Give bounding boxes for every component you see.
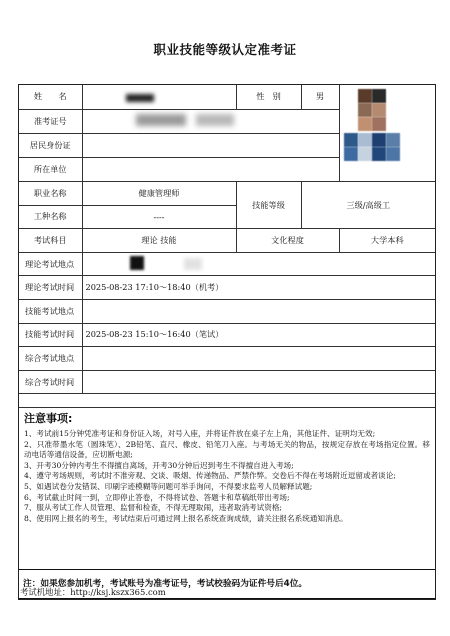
skill-time-value: 2025-08-23 15:10～16:40（笔试） [82,323,435,347]
id-card-value [82,133,339,157]
page-title: 职业技能等级认定准考证 [153,42,297,57]
theory-location-label: 理论考试地点 [19,252,82,276]
occupation-value: 健康管理师 [82,182,236,206]
skill-time-label: 技能考试时间 [19,323,82,347]
skill-location-value [82,299,435,323]
comp-location-label: 综合考试地点 [19,347,82,371]
exam-site-address: 考试机地址：http://ksj.kszx365.com [20,587,166,597]
skill-level-value: 三级/高级工 [301,182,435,229]
machine-exam-note: 注：如果您参加机考，考试账号为准考证号，考试校验码为证件号后4位。 [19,569,435,599]
redacted-ticket-no [136,114,186,126]
work-type-label: 工种名称 [19,205,82,229]
gender-label: 性 别 [236,85,301,109]
workplace-value [82,157,339,181]
redacted-ticket-no-2 [196,114,234,126]
ticket-no-value [82,109,339,133]
theory-time-label: 理论考试时间 [19,276,82,300]
notice-item: 2、只准带墨水笔（圆珠笔）、2B铅笔、直尺、橡皮、铅笔刀入座。与考场无关的物品，按规定存放在考场指定位置。移动电话等通信设备，应切断电源; [24,439,430,460]
candidate-info-table [19,85,435,394]
redacted-location [130,256,144,270]
comp-time-label: 综合考试时间 [19,370,82,394]
ticket-no-label: 准考证号 [19,109,82,133]
notice-item: 6、考试截止时间一到，立即停止答卷，不得将试卷、答题卡和草稿纸带出考场; [24,492,290,502]
notice-item: 8、使用网上报名的考生，考试结束后可通过网上报名系统查询成绩，请关注报名系统通知消息。 [24,513,348,523]
notice-item: 4、遵守考场规则，考试时不准旁观、交谈、吸烟、传递物品、严禁作弊。交卷后不得在考场附近逗留或者谈论; [24,471,396,481]
notice-item: 5、如遇试卷分发错误、印刷字迹模糊等问题可举手询问，不得要求监考人员解释试题; [24,481,313,491]
notice-item: 7、服从考试工作人员管理、监督和检查，不得无理取闹，违者取消考试资格; [24,503,282,513]
skill-level-label: 技能等级 [236,182,301,229]
occupation-label: 职业名称 [19,182,82,206]
photo-cell [339,85,435,182]
work-type-value: ---- [82,205,236,229]
workplace-label: 所在单位 [19,157,82,181]
exam-subject-label: 考试科目 [19,229,82,253]
education-value: 大学本科 [339,229,435,253]
name-label: 姓 名 [19,85,82,109]
id-card-label: 居民身份证 [19,133,82,157]
redacted-name [126,94,154,102]
gender-value: 男 [301,85,339,109]
ticket-frame [18,84,436,600]
comp-time-value [82,370,435,394]
comp-location-value [82,347,435,371]
theory-location-value [82,252,435,276]
skill-location-label: 技能考试地点 [19,299,82,323]
candidate-photo [340,85,434,181]
education-label: 文化程度 [236,229,339,253]
exam-subject-value: 理论 技能 [82,229,236,253]
theory-time-value: 2025-08-23 17:10～18:40（机考） [82,276,435,300]
redacted-location-2 [184,258,202,270]
notice-item: 3、开考30分钟内考生不得擅自离场，开考30分钟后迟到考生不得擅自进入考场; [24,460,294,470]
name-value [82,85,236,109]
notice-item: 1、考试前15分钟凭准考证和身份证入场，对号入座，并将证件放在桌子左上角，其他证件、证明均无效; [24,429,376,438]
notice-heading: 注意事项: [24,412,73,425]
